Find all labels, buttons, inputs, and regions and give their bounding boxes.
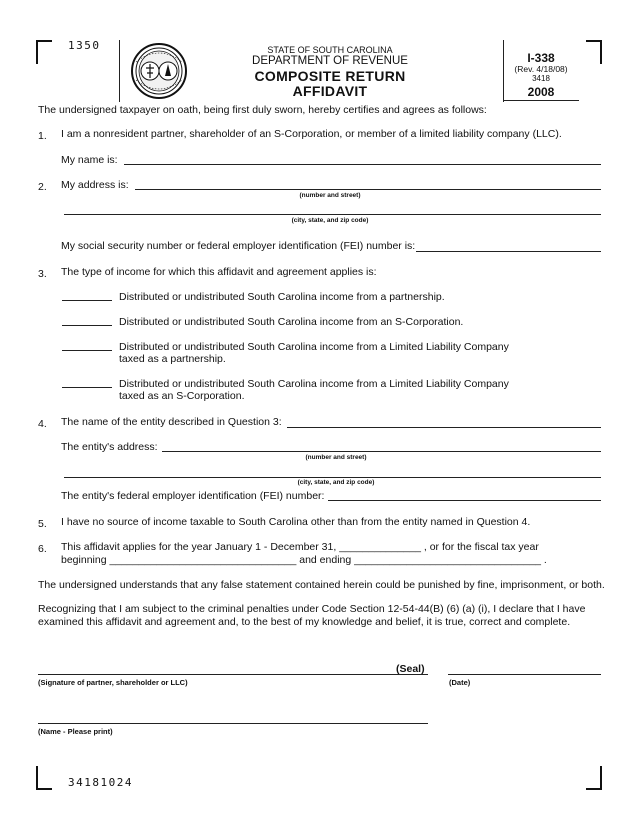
q3-option-2-text: Distributed or undistributed South Carolina income from an S-Corporation. <box>119 316 464 328</box>
q1-number: 1. <box>38 130 47 142</box>
q5-number: 5. <box>38 518 47 530</box>
q3-option-4-text-cont: taxed as an S-Corporation. <box>119 390 245 402</box>
entity-address-label: The entity's address: <box>61 441 158 453</box>
q3-option-4-blank[interactable] <box>62 387 112 388</box>
form-year: 2008 <box>527 85 555 99</box>
q6-text-line2: beginning ________________________________ and ending ________________________________ . <box>61 554 547 566</box>
address-city-caption: (city, state, and zip code) <box>291 217 369 224</box>
entity-address-city-caption: (city, state, and zip code) <box>297 479 375 486</box>
ssn-field[interactable] <box>416 251 601 252</box>
corner-mark-top-right <box>586 40 602 64</box>
entity-address-street-field[interactable] <box>162 451 601 452</box>
q3-option-2-blank[interactable] <box>62 325 112 326</box>
q3-option-1-text: Distributed or undistributed South Carolina income from a partnership. <box>119 291 445 303</box>
q2-number: 2. <box>38 181 47 193</box>
address-city-field[interactable] <box>64 214 601 215</box>
seal-label: (Seal) <box>396 663 425 675</box>
q3-number: 3. <box>38 268 47 280</box>
q6-text-line1: This affidavit applies for the year January 1 - December 31, ______________ , or for the fiscal tax year <box>61 541 539 553</box>
date-caption: (Date) <box>449 678 471 687</box>
q3-option-4-text: Distributed or undistributed South Carolina income from a Limited Liability Company <box>119 378 509 390</box>
declaration-line2: examined this affidavit and agreement and, to the best of my knowledge and belief, it is true, correct and complete. <box>38 616 571 628</box>
entity-address-street-caption: (number and street) <box>305 454 367 461</box>
corner-mark-bottom-right <box>586 766 602 790</box>
entity-fei-field[interactable] <box>328 500 601 501</box>
date-field[interactable] <box>448 674 601 675</box>
printed-name-caption: (Name - Please print) <box>38 727 113 736</box>
q3-option-3-text: Distributed or undistributed South Carolina income from a Limited Liability Company <box>119 341 509 353</box>
q4-number: 4. <box>38 418 47 430</box>
q6-number: 6. <box>38 543 47 555</box>
ssn-label: My social security number or federal employer identification (FEI) number is: <box>61 240 416 252</box>
q3-option-1-blank[interactable] <box>62 300 112 301</box>
corner-mark-bottom-left <box>36 766 52 790</box>
address-label: My address is: <box>61 179 129 191</box>
form-number: I-338 <box>527 51 555 65</box>
corner-mark-top-left <box>36 40 52 64</box>
penalty-statement: The undersigned understands that any false statement contained herein could be punished by fine, imprisonment, or both. <box>38 579 605 591</box>
form-title-line2: AFFIDAVIT <box>292 83 368 99</box>
declaration-line1: Recognizing that I am subject to the criminal penalties under Code Section 12-54-44(B) (6) (a) (i), I declare that I have <box>38 603 586 615</box>
entity-address-city-field[interactable] <box>64 477 601 478</box>
signature-caption: (Signature of partner, shareholder or LLC) <box>38 678 188 687</box>
state-seal <box>130 42 188 100</box>
address-street-caption: (number and street) <box>299 192 361 199</box>
name-label: My name is: <box>61 154 118 166</box>
q1-text: I am a nonresident partner, shareholder of an S-Corporation, or member of a limited liability company (LLC). <box>61 128 562 140</box>
header-underline <box>503 100 579 101</box>
form-title-line1: COMPOSITE RETURN <box>254 68 406 84</box>
ocr-code-bottom: 34181024 <box>68 776 133 789</box>
address-street-field[interactable] <box>135 189 601 190</box>
signature-field[interactable] <box>38 674 428 675</box>
header-state: STATE OF SOUTH CAROLINA <box>267 45 393 55</box>
ocr-code-top: 1350 <box>68 39 101 52</box>
entity-name-label: The name of the entity described in Question 3: <box>61 416 282 428</box>
entity-name-field[interactable] <box>287 427 601 428</box>
entity-fei-label: The entity's federal employer identification (FEI) number: <box>61 490 325 502</box>
q3-option-3-blank[interactable] <box>62 350 112 351</box>
header-divider-left <box>119 40 120 102</box>
form-code: 3418 <box>532 74 550 83</box>
header-department: DEPARTMENT OF REVENUE <box>252 55 408 67</box>
form-revision: (Rev. 4/18/08) <box>514 64 568 74</box>
q5-text: I have no source of income taxable to South Carolina other than from the entity named in Question 4. <box>61 516 531 528</box>
name-field[interactable] <box>124 164 601 165</box>
q3-text: The type of income for which this affidavit and agreement applies is: <box>61 266 377 278</box>
q3-option-3-text-cont: taxed as a partnership. <box>119 353 226 365</box>
intro-statement: The undersigned taxpayer on oath, being first duly sworn, hereby certifies and agrees as follows: <box>38 104 487 116</box>
printed-name-field[interactable] <box>38 723 428 724</box>
